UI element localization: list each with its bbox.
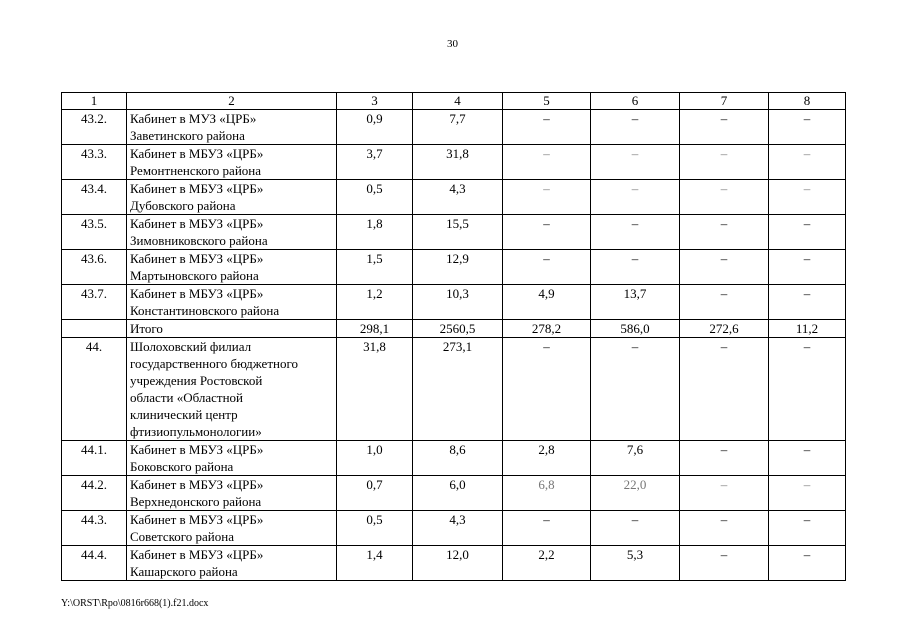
institution-name-line: Кабинет в МБУЗ «ЦРБ»: [130, 442, 264, 457]
row-number-cell: 43.7.: [62, 285, 127, 320]
institution-name-line: Кабинет в МБУЗ «ЦРБ»: [130, 512, 264, 527]
value-cell: –: [503, 215, 591, 250]
value-cell: 0,9: [337, 110, 413, 145]
table-row: [62, 546, 846, 581]
value-cell: 298,1: [337, 320, 413, 338]
value-cell: –: [680, 110, 769, 145]
value-cell: 12,9: [413, 250, 503, 285]
header-cell: 4: [413, 93, 503, 110]
institution-name-line: Дубовского района: [130, 198, 236, 213]
value-cell: 1,0: [337, 441, 413, 476]
header-cell: 2: [127, 93, 337, 110]
value-cell: 31,8: [413, 145, 503, 180]
institution-name-cell: [127, 215, 337, 250]
institution-name-line: Кабинет в МБУЗ «ЦРБ»: [130, 477, 264, 492]
institution-name-line: Кабинет в МБУЗ «ЦРБ»: [130, 547, 264, 562]
institution-name-line: Кабинет в МБУЗ «ЦРБ»: [130, 251, 264, 266]
row-number-cell: 43.2.: [62, 110, 127, 145]
value-cell: –: [591, 180, 680, 215]
value-cell: –: [503, 250, 591, 285]
institution-name-line: Константиновского района: [130, 303, 280, 318]
value-cell: –: [769, 285, 846, 320]
header-cell: 7: [680, 93, 769, 110]
institution-name-cell: [127, 476, 337, 511]
value-cell: –: [503, 110, 591, 145]
value-cell: –: [769, 215, 846, 250]
value-cell: 10,3: [413, 285, 503, 320]
value-cell: 15,5: [413, 215, 503, 250]
header-cell: 8: [769, 93, 846, 110]
value-cell: –: [769, 145, 846, 180]
institution-name-line: клинический центр: [130, 407, 238, 422]
value-cell: 2,8: [503, 441, 591, 476]
table-row: [62, 285, 846, 320]
value-cell: 1,8: [337, 215, 413, 250]
value-cell: –: [680, 546, 769, 581]
value-cell: 1,4: [337, 546, 413, 581]
institution-name-cell: [127, 145, 337, 180]
value-cell: 0,5: [337, 511, 413, 546]
table-row: [62, 180, 846, 215]
table-row: [62, 250, 846, 285]
value-cell: –: [769, 110, 846, 145]
institution-name-line: фтизиопульмонологии»: [130, 424, 262, 439]
institution-name-line: Заветинского района: [130, 128, 245, 143]
value-cell: –: [503, 511, 591, 546]
value-cell: –: [769, 338, 846, 441]
table-row: [62, 215, 846, 250]
institution-name-line: Итого: [130, 321, 163, 336]
value-cell: –: [680, 180, 769, 215]
value-cell: 7,6: [591, 441, 680, 476]
value-cell: –: [769, 180, 846, 215]
value-cell: 31,8: [337, 338, 413, 441]
value-cell: –: [591, 511, 680, 546]
institution-name-line: Кабинет в МБУЗ «ЦРБ»: [130, 286, 264, 301]
value-cell: –: [680, 511, 769, 546]
institution-name-line: области «Областной: [130, 390, 244, 405]
value-cell: –: [769, 546, 846, 581]
value-cell: –: [591, 145, 680, 180]
institution-name-line: Верхнедонского района: [130, 494, 262, 509]
value-cell: –: [769, 441, 846, 476]
value-cell: 5,3: [591, 546, 680, 581]
header-cell: 1: [62, 93, 127, 110]
value-cell: 8,6: [413, 441, 503, 476]
institution-name-cell: [127, 338, 337, 441]
value-cell: 1,5: [337, 250, 413, 285]
value-cell: –: [769, 476, 846, 511]
value-cell: 4,3: [413, 180, 503, 215]
file-path-footer: Y:\ORST\Rpo\0816r668(1).f21.docx: [61, 598, 209, 609]
table-row: [62, 320, 846, 338]
value-cell: 4,9: [503, 285, 591, 320]
row-number-cell: 44.: [62, 338, 127, 441]
value-cell: 586,0: [591, 320, 680, 338]
institution-name-line: Ремонтненского района: [130, 163, 262, 178]
data-table: [61, 92, 846, 581]
institution-name-line: Кабинет в МУЗ «ЦРБ»: [130, 111, 257, 126]
table-row: [62, 511, 846, 546]
value-cell: –: [769, 511, 846, 546]
value-cell: –: [769, 250, 846, 285]
value-cell: 278,2: [503, 320, 591, 338]
institution-name-line: Шолоховский филиал: [130, 339, 252, 354]
value-cell: 22,0: [591, 476, 680, 511]
institution-name-line: Кабинет в МБУЗ «ЦРБ»: [130, 146, 264, 161]
value-cell: 0,5: [337, 180, 413, 215]
value-cell: –: [680, 215, 769, 250]
row-number-cell: 44.1.: [62, 441, 127, 476]
header-cell: 5: [503, 93, 591, 110]
value-cell: 2,2: [503, 546, 591, 581]
row-number-cell: 44.4.: [62, 546, 127, 581]
institution-name-cell: [127, 320, 337, 338]
institution-name-line: Кабинет в МБУЗ «ЦРБ»: [130, 181, 264, 196]
institution-name-line: Кабинет в МБУЗ «ЦРБ»: [130, 216, 264, 231]
value-cell: 4,3: [413, 511, 503, 546]
header-cell: 6: [591, 93, 680, 110]
row-number-cell: 44.2.: [62, 476, 127, 511]
institution-name-line: Мартыновского района: [130, 268, 259, 283]
institution-name-line: Кашарского района: [130, 564, 238, 579]
row-number-cell: 43.6.: [62, 250, 127, 285]
value-cell: 6,0: [413, 476, 503, 511]
value-cell: 3,7: [337, 145, 413, 180]
value-cell: –: [503, 180, 591, 215]
institution-name-line: государственного бюджетного: [130, 356, 298, 371]
table-row: [62, 476, 846, 511]
value-cell: –: [591, 250, 680, 285]
institution-name-cell: [127, 285, 337, 320]
value-cell: –: [680, 476, 769, 511]
value-cell: 7,7: [413, 110, 503, 145]
table-row: [62, 110, 846, 145]
value-cell: 6,8: [503, 476, 591, 511]
value-cell: –: [680, 145, 769, 180]
institution-name-cell: [127, 250, 337, 285]
table-row: [62, 338, 846, 441]
value-cell: 272,6: [680, 320, 769, 338]
value-cell: 273,1: [413, 338, 503, 441]
header-cell: 3: [337, 93, 413, 110]
value-cell: –: [680, 250, 769, 285]
institution-name-cell: [127, 180, 337, 215]
row-number-cell: 44.3.: [62, 511, 127, 546]
value-cell: 13,7: [591, 285, 680, 320]
institution-name-line: Советского района: [130, 529, 234, 544]
page-number: 30: [447, 38, 458, 50]
value-cell: 2560,5: [413, 320, 503, 338]
value-cell: –: [680, 285, 769, 320]
row-number-cell: 43.4.: [62, 180, 127, 215]
row-number-cell: [62, 320, 127, 338]
value-cell: –: [503, 145, 591, 180]
value-cell: 11,2: [769, 320, 846, 338]
row-number-cell: 43.5.: [62, 215, 127, 250]
institution-name-line: Боковского района: [130, 459, 234, 474]
institution-name-cell: [127, 511, 337, 546]
value-cell: –: [591, 110, 680, 145]
table-row: [62, 441, 846, 476]
institution-name-cell: [127, 441, 337, 476]
value-cell: 0,7: [337, 476, 413, 511]
institution-name-cell: [127, 110, 337, 145]
table-row: [62, 145, 846, 180]
institution-name-line: учреждения Ростовской: [130, 373, 263, 388]
value-cell: 12,0: [413, 546, 503, 581]
value-cell: –: [591, 215, 680, 250]
value-cell: –: [680, 338, 769, 441]
value-cell: –: [503, 338, 591, 441]
row-number-cell: 43.3.: [62, 145, 127, 180]
value-cell: 1,2: [337, 285, 413, 320]
institution-name-cell: [127, 546, 337, 581]
institution-name-line: Зимовниковского района: [130, 233, 268, 248]
value-cell: –: [680, 441, 769, 476]
table-header-row: [62, 93, 846, 110]
value-cell: –: [591, 338, 680, 441]
